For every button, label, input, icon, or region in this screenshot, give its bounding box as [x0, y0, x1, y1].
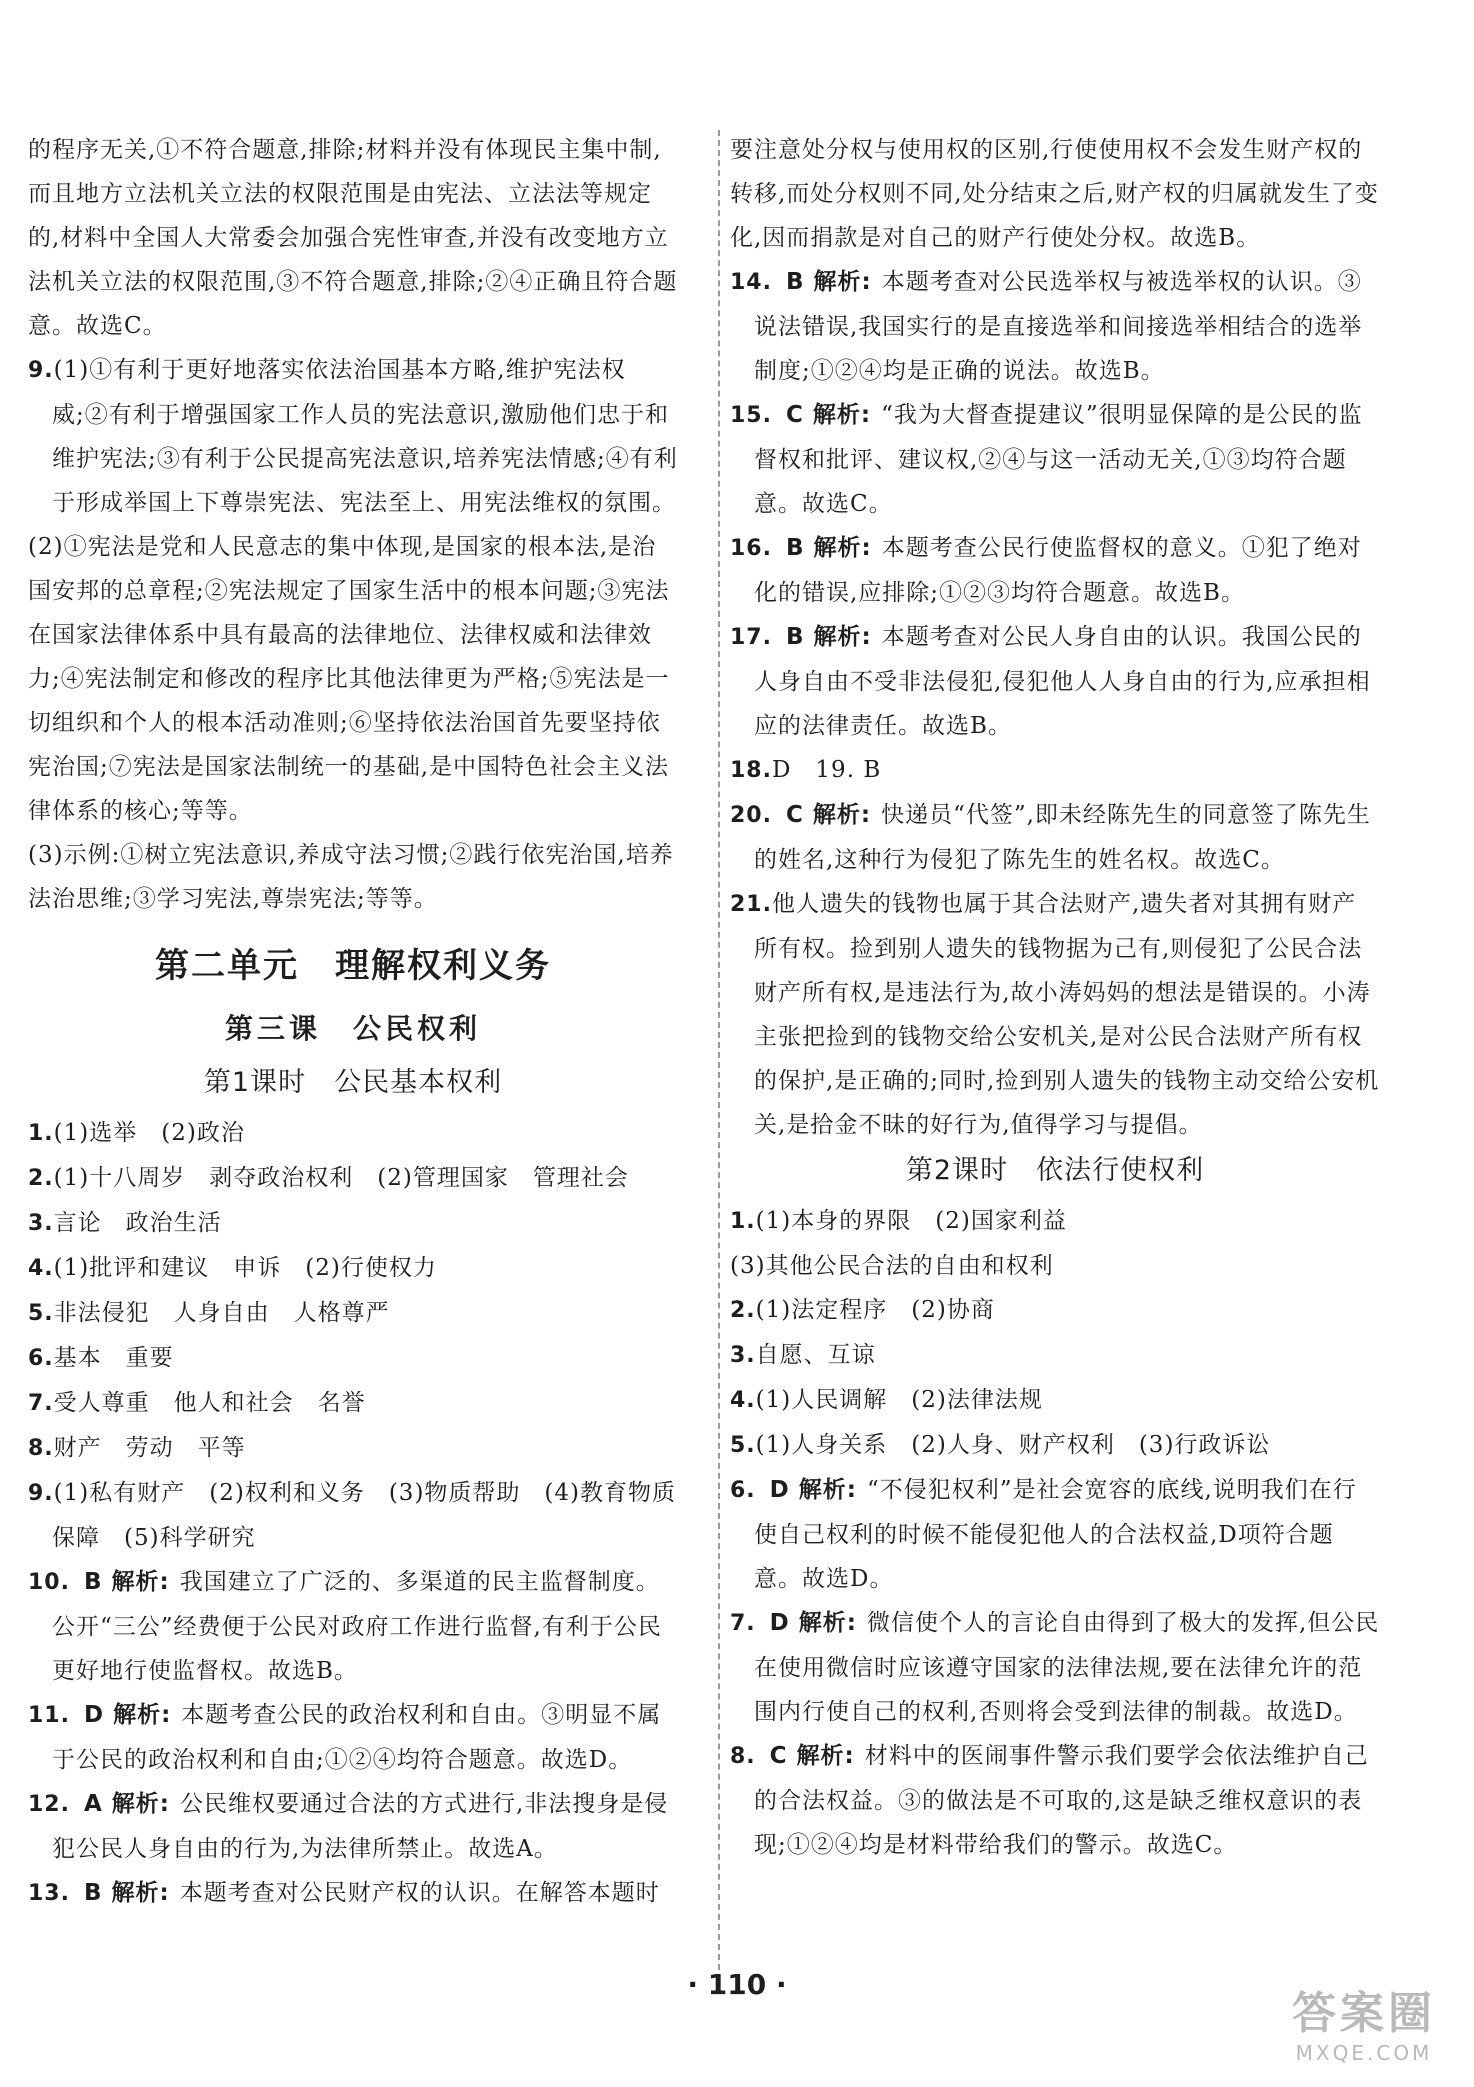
answer-item — [28, 1693, 678, 1782]
answer-text: 材料中的医闹事件警示我们要学会依法维护自己的合法权益。③的做法是不可取的,这是缺乏维权意识的表现;①②④均是材料带给我们的警示。故选C。 — [754, 1743, 1369, 1858]
answer-label: B 解析: — [785, 269, 872, 295]
answer-number: 10. — [28, 1570, 70, 1595]
answer-item — [730, 1423, 1380, 1468]
answer-text: 我国建立了广泛的、多渠道的民主监督制度。公开“三公”经费便于公民对政府工作进行监督,有利于公民更好地行使监督权。故选B。 — [52, 1569, 662, 1684]
watermark-logo — [1274, 1987, 1454, 2073]
answer-item — [28, 1246, 678, 1291]
answer-item — [28, 1560, 678, 1693]
answer-number: 2. — [730, 1298, 756, 1323]
answer-number: 7. — [28, 1391, 54, 1416]
answer-label: D 解析: — [769, 1610, 857, 1636]
answer-item — [28, 1336, 678, 1381]
answer-item — [730, 128, 1380, 260]
answer-number: 1. — [28, 1121, 54, 1146]
answer-number: 3. — [28, 1211, 54, 1236]
answer-label: D 解析: — [769, 1477, 857, 1503]
answer-number: 6. — [730, 1478, 756, 1503]
answer-number: 13. — [28, 1881, 70, 1906]
column-divider — [718, 130, 721, 1970]
answer-item — [730, 1288, 1380, 1333]
answer-item — [28, 1291, 678, 1336]
answer-item — [28, 1782, 678, 1871]
answer-text: 自愿、互谅 — [755, 1342, 876, 1368]
answer-text: (1)①有利于更好地落实依法治国基本方略,维护宪法权威;②有利于增强国家工作人员的宪法意识,激励他们忠于和维护宪法;③有利于公民提高宪法意识,培养宪法情感;④有利于形成举国上下尊崇宪法、宪法至上、用宪法维权的氛围。 — [52, 357, 678, 516]
period-title-1: 第1课时 公民基本权利 — [203, 1067, 503, 1098]
answer-number: 8. — [730, 1744, 756, 1769]
answer-label: A 解析: — [83, 1791, 170, 1817]
answer-number: 9. — [28, 1481, 54, 1506]
answer-text: “不侵犯权利”是社会宽容的底线,说明我们在行使自己权利的时候不能侵犯他人的合法权益,D项符合题意。故选D。 — [754, 1477, 1357, 1592]
answer-text: (1)人民调解 (2)法律法规 — [755, 1387, 1043, 1413]
answer-item — [730, 1244, 1380, 1288]
left-after — [28, 1111, 678, 1916]
watermark-main: 答案圈 — [1292, 1988, 1436, 2039]
answer-item — [730, 393, 1380, 526]
right-after — [730, 1199, 1380, 1867]
answer-item — [28, 1156, 678, 1201]
answer-label: B 解析: — [785, 535, 872, 561]
watermark-sub: MXQE.COM — [1295, 2041, 1433, 2065]
answer-number: 17. — [730, 625, 772, 650]
answer-text: 言论 政治生活 — [53, 1210, 222, 1236]
answer-item — [28, 1111, 678, 1156]
answer-item — [28, 1381, 678, 1426]
answer-label: B 解析: — [83, 1880, 170, 1906]
answer-item — [730, 615, 1380, 748]
answer-text: (1)十八周岁 剥夺政治权利 (2)管理国家 管理社会 — [53, 1165, 629, 1191]
answer-item — [28, 525, 678, 833]
answer-text: (1)私有财产 (2)权利和义务 (3)物质帮助 (4)教育物质保障 (5)科学研究 — [52, 1480, 676, 1551]
answer-number: 6. — [28, 1346, 54, 1371]
answer-text: 本题考查公民的政治权利和自由。③明显不属于公民的政治权利和自由;①②④均符合题意。故选D。 — [52, 1702, 662, 1773]
answer-label: C 解析: — [769, 1743, 855, 1769]
answer-text: 他人遗失的钱物也属于其合法财产,遗失者对其拥有财产所有权。捡到别人遗失的钱物据为己有,则侵犯了公民合法财产所有权,是违法行为,故小涛妈妈的想法是错误的。小涛主张把捡到的钱物交给公安机关,是对公民合法财产所有权的保护,是正确的;同时,捡到别人遗失的钱物主动交给公安机关,是拾金不昧的好行为,值得学习与提倡。 — [754, 891, 1380, 1138]
answer-item — [28, 1471, 678, 1560]
answer-item — [730, 1378, 1380, 1423]
answer-text: 微信使个人的言论自由得到了极大的发挥,但公民在使用微信时应该遵守国家的法律法规,要在法律允许的范围内行使自己的权利,否则将会受到法律的制裁。故选D。 — [754, 1610, 1380, 1725]
unit-title: 第二单元 理解权利义务 — [155, 946, 551, 986]
answer-text: 要注意处分权与使用权的区别,行使使用权不会发生财产权的转移,而处分权则不同,处分结束之后,财产权的归属就发生了变化,因而捐款是对自己的财产行使处分权。故选B。 — [730, 137, 1379, 251]
answer-number: 20. — [730, 803, 772, 828]
answer-text: (1)本身的界限 (2)国家利益 — [755, 1208, 1067, 1234]
answer-item — [730, 1199, 1380, 1244]
answer-number: 8. — [28, 1436, 54, 1461]
answer-item — [730, 748, 1380, 793]
answer-text: (1)法定程序 (2)协商 — [755, 1297, 995, 1323]
answer-label: C 解析: — [785, 802, 872, 828]
answer-label: D 解析: — [83, 1702, 172, 1728]
answer-text: (3)其他公民合法的自由和权利 — [730, 1253, 1054, 1279]
answer-number: 2. — [28, 1166, 54, 1191]
answer-text: (3)示例:①树立宪法意识,养成守法习惯;②践行依宪治国,培养法治思维;③学习宪法,尊崇宪法;等等。 — [28, 842, 674, 912]
answer-number: 14. — [730, 270, 772, 295]
answer-item — [730, 1734, 1380, 1867]
answer-text: (1)批评和建议 申诉 (2)行使权力 — [53, 1255, 437, 1281]
answer-number: 12. — [28, 1792, 70, 1817]
answer-text: 公民维权要通过合法的方式进行,非法搜身是侵犯公民人身自由的行为,为法律所禁止。故选A。 — [52, 1791, 669, 1862]
answer-item — [730, 1468, 1380, 1601]
answer-item — [730, 793, 1380, 882]
answer-item — [730, 1601, 1380, 1734]
answer-item — [28, 833, 678, 921]
answer-text: 的程序无关,①不符合题意,排除;材料并没有体现民主集中制,而且地方立法机关立法的权限范围是由宪法、立法法等规定的,材料中全国人大常委会加强合宪性审查,并没有改变地方立法机关立法的权限范围,③不符合题意,排除;②④正确且符合题意。故选C。 — [28, 137, 678, 339]
answer-number: 3. — [730, 1343, 756, 1368]
answer-text: 本题考查公民行使监督权的意义。①犯了绝对化的错误,应排除;①②③均符合题意。故选B。 — [754, 535, 1362, 606]
answer-text: 受人尊重 他人和社会 名誉 — [53, 1390, 366, 1416]
left-column — [28, 128, 678, 1916]
answer-item — [730, 260, 1380, 393]
answer-text: 快递员“代签”,即未经陈先生的同意签了陈先生的姓名,这种行为侵犯了陈先生的姓名权。故选C。 — [754, 802, 1371, 873]
right-before — [730, 128, 1380, 1147]
answer-text: (1)人身关系 (2)人身、财产权利 (3)行政诉讼 — [755, 1432, 1271, 1458]
answer-number: 5. — [730, 1433, 756, 1458]
answer-number: 21. — [730, 892, 772, 917]
answer-item — [28, 1201, 678, 1246]
answer-number: 7. — [730, 1611, 756, 1636]
lesson-title: 第三课 公民权利 — [224, 1012, 481, 1045]
answer-text: (1)选举 (2)政治 — [53, 1120, 245, 1146]
answer-item — [28, 128, 678, 348]
answer-text: 财产 劳动 平等 — [53, 1435, 246, 1461]
answer-text: “我为大督查提建议”很明显保障的是公民的监督权和批评、建议权,②④与这一活动无关,①③均符合题意。故选C。 — [754, 402, 1363, 517]
answer-number: 16. — [730, 536, 772, 561]
answer-text: 本题考查对公民财产权的认识。在解答本题时 — [179, 1880, 660, 1906]
answer-label: C 解析: — [785, 402, 872, 428]
answer-item — [730, 882, 1380, 1147]
period-title-2: 第2课时 依法行使权利 — [905, 1155, 1205, 1186]
answer-number: 18. — [730, 758, 772, 783]
answer-text: 本题考查对公民人身自由的认识。我国公民的人身自由不受非法侵犯,侵犯他人人身自由的行为,应承担相应的法律责任。故选B。 — [754, 624, 1371, 739]
page-number: · 110 · — [687, 1968, 787, 2001]
answer-number: 4. — [730, 1388, 756, 1413]
answer-item — [730, 1333, 1380, 1378]
answer-item — [28, 348, 678, 525]
answer-number: 11. — [28, 1703, 70, 1728]
answer-text: 本题考查对公民选举权与被选举权的认识。③说法错误,我国实行的是直接选举和间接选举相结合的选举制度;①②④均是正确的说法。故选B。 — [754, 269, 1363, 384]
answer-number: 15. — [730, 403, 772, 428]
answer-label: B 解析: — [83, 1569, 170, 1595]
left-before — [28, 128, 678, 921]
answer-item — [730, 526, 1380, 615]
answer-number: 9. — [28, 358, 54, 383]
answer-item — [28, 1426, 678, 1471]
answer-text: 基本 重要 — [53, 1345, 174, 1371]
answer-item — [28, 1871, 678, 1916]
answer-number: 5. — [28, 1301, 54, 1326]
answer-text: (2)①宪法是党和人民意志的集中体现,是国家的根本法,是治国安邦的总章程;②宪法规定了国家生活中的根本问题;③宪法在国家法律体系中具有最高的法律地位、法律权威和法律效力;④宪法制定和修改的程序比其他法律更为严格;⑤宪法是一切组织和个人的根本活动准则;⑥坚持依法治国首先要坚持依宪治国;⑦宪法是国家法制统一的基础,是中国特色社会主义法律体系的核心;等等。 — [28, 534, 670, 824]
answer-label: B 解析: — [785, 624, 872, 650]
right-column — [730, 128, 1380, 1867]
answer-number: 4. — [28, 1256, 54, 1281]
answer-number: 1. — [730, 1209, 756, 1234]
answer-text: 非法侵犯 人身自由 人格尊严 — [53, 1300, 390, 1326]
answer-text: D 19. B — [771, 757, 882, 783]
